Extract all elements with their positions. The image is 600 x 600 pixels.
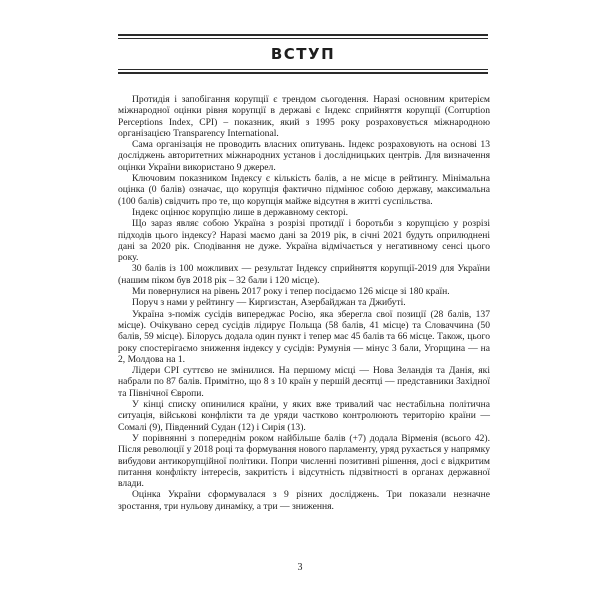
page-number: 3 bbox=[297, 562, 303, 573]
page-title: ВСТУП bbox=[270, 45, 336, 63]
heading-rule-bottom bbox=[118, 69, 488, 70]
paragraph: Україна з-поміж сусідів випереджає Росію, яка зберегла свої позиції (28 балів, 137 місце). Очікувано серед сусідів лідирує Польща (58 балів, 41 місце) та Словаччина (50 балів, 59 місце). Білорусь додала один пункт і тепер має 45 балів та 66 місце. Також, цього року спостерігаємо зниження індексу у сусідів: Румунія — мінус 3 бали, Угорщина — на 2, Молдова на 1. bbox=[118, 308, 490, 365]
paragraph: Оцінка України сформувалася з 9 різних досліджень. Три показали незначне зростання, три нульову динаміку, а три — зниження. bbox=[118, 489, 490, 512]
body-text bbox=[118, 94, 490, 512]
paragraph: Протидія і запобігання корупції є трендом сьогодення. Наразі основним критерієм міжнародної оцінки рівня корупції в державі є Індекс сприйняття корупції (Corruption Perceptions Index, CPI) – показник, який з 1995 року розраховується міжнародною організацією Transparency International. bbox=[118, 94, 490, 139]
paragraph: Що зараз являє собою Україна з розрізі протидії і боротьби з корупцією у розрізі підходів цього індексу? Наразі маємо дані за 2019 рік, в січні 2021 будуть оприлюднені дані за 2020 рік. Сподівання не дуже. Україна відмічається у негативному сенсі цього року. bbox=[118, 218, 490, 264]
paragraph: Поруч з нами у рейтингу — Киргизстан, Азербайджан та Джибуті. bbox=[132, 297, 406, 309]
paragraph: Ключовим показником Індексу є кількість балів, а не місце в рейтингу. Мінімальна оцінка (0 балів) означає, що корупція фактично підмінює собою державу, максимальна (100 балів) свідчить про те, що корупція майже відсутня в житті суспільства. bbox=[118, 173, 490, 207]
paragraph: Ми повернулися на рівень 2017 року і тепер посідаємо 126 місце зі 180 країн. bbox=[132, 286, 450, 298]
paragraph: У кінці списку опинилися країни, у яких вже тривалий час нестабільна політична ситуація, військові конфлікти та де уряди частково контролюють територію країни — Сомалі (9), Південний Судан (12) і Сирія (13). bbox=[118, 399, 490, 433]
paragraph: 30 балів із 100 можливих — результат Індексу сприйняття корупції-2019 для України (нашим піком був 2018 рік – 32 бали і 120 місце). bbox=[118, 263, 490, 286]
heading-rule-top bbox=[118, 38, 488, 39]
paragraph: Індекс оцінює корупцію лише в державному секторі. bbox=[132, 206, 349, 218]
paragraph: У порівнянні з попереднім роком найбільше балів (+7) додала Вірменія (всього 42). Після революції у 2018 році та формування нового парламенту, уряд рухається у напрямку вибудови антикорупційної політики. Попри численні позитивні рішення, досі є відкритим питання конфлікту інтересів, закритість і відсутність підзвітності в органах державної влади. bbox=[118, 432, 490, 490]
paragraph: Сама організація не проводить власних опитувань. Індекс розраховують на основі 13 досліджень авторитетних міжнародних установ і дослідницьких центрів. Для визначення оцінки України використано 9 джерел. bbox=[118, 139, 490, 173]
heading-band bbox=[118, 34, 488, 74]
paragraph: Лідери CPI суттєво не змінилися. На першому місці — Нова Зеландія та Данія, які набрали по 87 балів. Примітно, що 8 з 10 країн у першій десятці — представники Західної та Північної Європи. bbox=[118, 365, 490, 399]
